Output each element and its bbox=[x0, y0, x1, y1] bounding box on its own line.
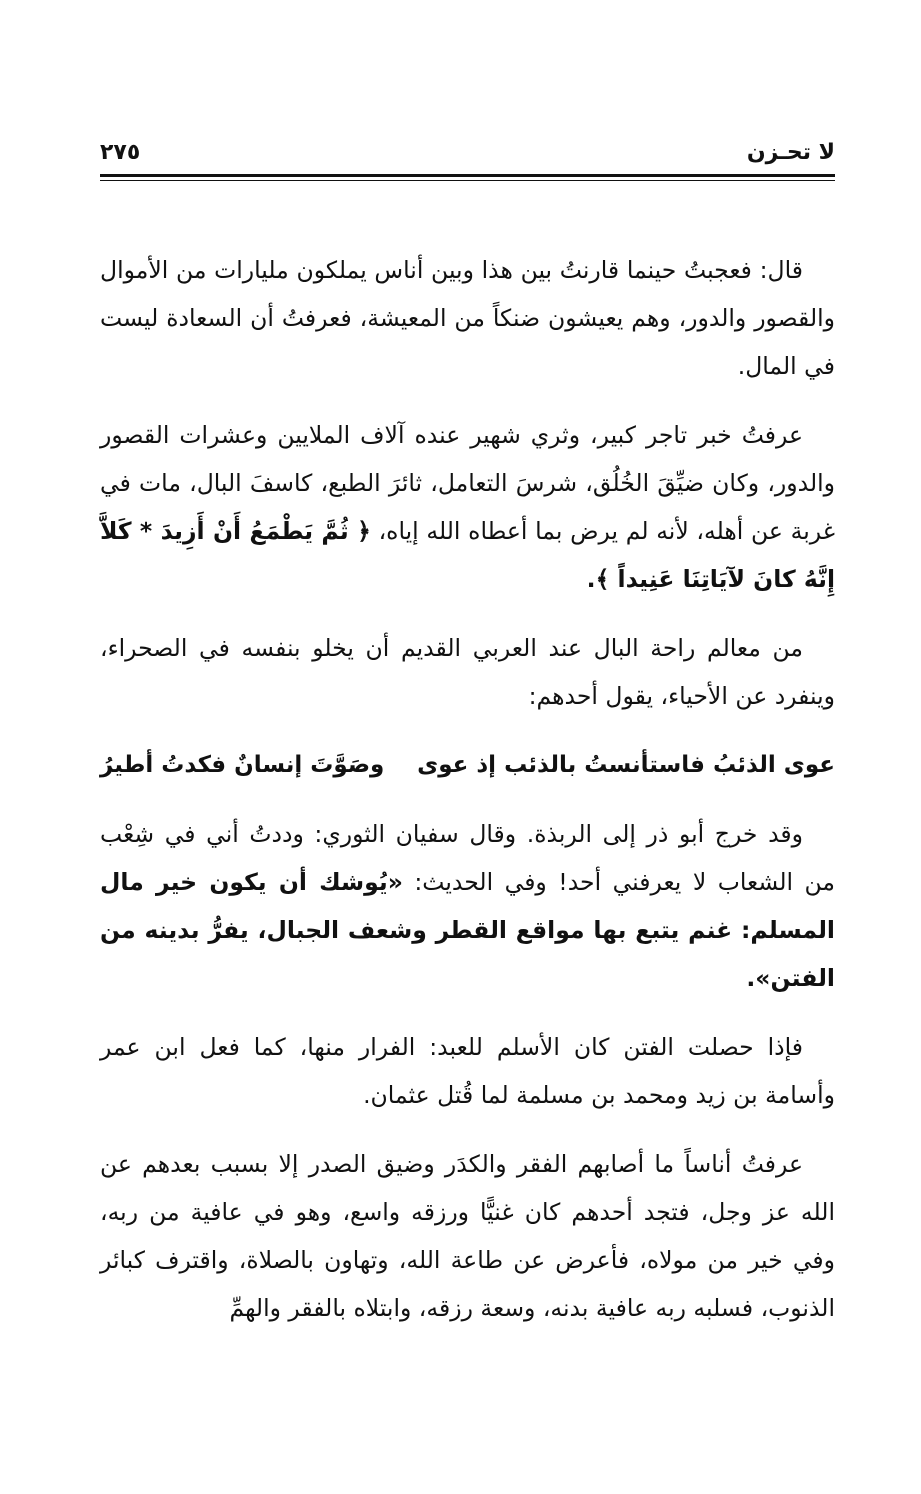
paragraph-text: من معالم راحة البال عند العربي القديم أن يخلو بنفسه في الصحراء، وينفرد عن الأحياء، يقول أحدهم: bbox=[100, 634, 835, 710]
paragraph-text: فإذا حصلت الفتن كان الأسلم للعبد: الفرار منها، كما فعل ابن عمر وأسامة بن زيد ومحمد بن مسلمة لما قُتل عثمان. bbox=[100, 1033, 835, 1109]
paragraph bbox=[100, 411, 835, 603]
verse-first-hemistich: عوى الذئبُ فاستأنستُ بالذئب إذ عوى bbox=[417, 752, 835, 778]
quran-verse: ﴿ ثُمَّ يَطْمَعُ أَنْ أَزِيدَ * كَلاَّ إِنَّهُ كانَ لآيَاتِنَا عَنِيداً ﴾. bbox=[100, 517, 835, 593]
paragraph bbox=[100, 624, 835, 720]
page-number: ٢٧٥ bbox=[100, 140, 141, 165]
body-text bbox=[100, 246, 835, 1353]
paragraph-text: عرفتُ أناساً ما أصابهم الفقر والكدَر وضيق الصدر إلا بسبب بعدهم عن الله عز وجل، فتجد أحدهم كان غنيًّا ورزقه واسع، وهو في عافية من ربه، وفي خير من مولاه، فأعرض عن طاعة الله، وتهاون بالصلاة، واقترف كبائر الذنوب، فسلبه ربه عافية بدنه، وسعة رزقه، وابتلاه بالفقر والهمِّ bbox=[100, 1150, 835, 1322]
paragraph-text: عرفتُ خبر تاجر كبير، وثري شهير عنده آلاف الملايين وعشرات القصور والدور، وكان ضيِّقَ الخُلُق، شرسَ التعامل، ثائرَ الطبع، كاسفَ البال، مات في غربة عن أهله، لأنه لم يرض بما أعطاه الله إياه، bbox=[100, 421, 836, 545]
paragraph bbox=[100, 246, 835, 390]
poetry-verse bbox=[100, 741, 835, 789]
header-rule-thin bbox=[100, 180, 835, 181]
hadith-quote: «يُوشك أن يكون خير مال المسلم: غنم يتبع بها مواقع القطر وشعف الجبال، يفرُّ بدينه من الفتن». bbox=[100, 868, 835, 992]
header-rule-thick bbox=[100, 174, 835, 177]
paragraph-text: وقد خرج أبو ذر إلى الربذة. وقال سفيان الثوري: وددتُ أني في شِعْب من الشعاب لا يعرفني أحد! وفي الحديث: bbox=[100, 820, 835, 896]
paragraph bbox=[100, 1140, 835, 1332]
paragraph-text: قال: فعجبتُ حينما قارنتُ بين هذا وبين أناس يملكون مليارات من الأموال والقصور والدور، وهم يعيشون ضنكاً من المعيشة، فعرفتُ أن السعادة ليست في المال. bbox=[100, 256, 835, 380]
paragraph bbox=[100, 810, 835, 1002]
paragraph bbox=[100, 1023, 835, 1119]
verse-second-hemistich: وصَوَّتَ إنسانٌ فكدتُ أطيرُ bbox=[100, 752, 385, 778]
book-title: لا تحـزن bbox=[746, 140, 835, 165]
running-head bbox=[100, 138, 835, 168]
